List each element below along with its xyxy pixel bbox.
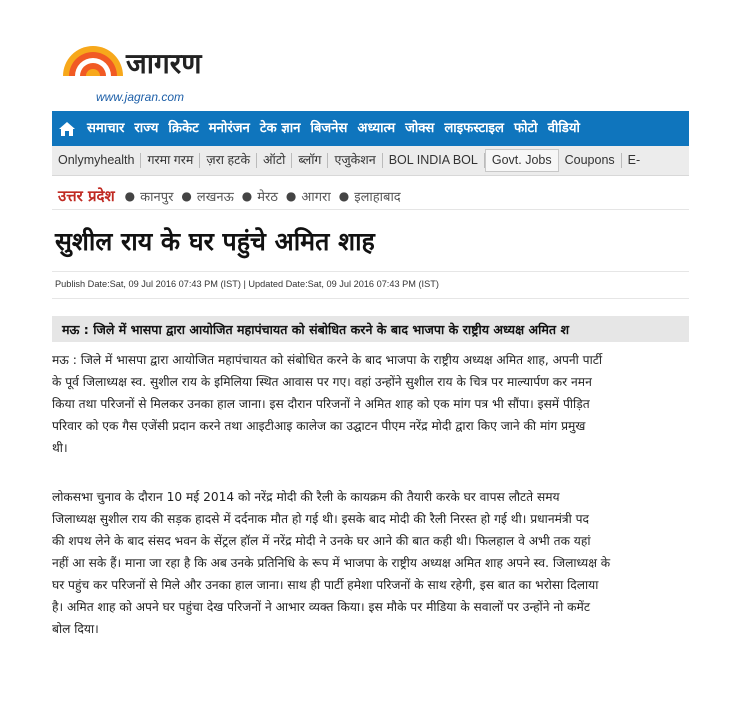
sun-logo-icon [60, 40, 126, 80]
nav-item-photo[interactable]: फोटो [513, 121, 538, 136]
home-icon [58, 121, 76, 137]
logo-wordmark: जागरण [126, 47, 202, 80]
paragraph-line: बोल दिया। [52, 622, 99, 636]
subnav-item-education[interactable]: एजुकेशन [328, 153, 382, 168]
article-paragraph-2 [52, 486, 694, 640]
jagran-logo[interactable] [60, 40, 260, 110]
article-dates: Publish Date:Sat, 09 Jul 2016 07:43 PM (IST) | Updated Date:Sat, 09 Jul 2016 07:43 PM (IST) [55, 279, 439, 289]
paragraph-line: थी। [52, 441, 68, 455]
nav-item-lifestyle[interactable]: लाइफस्टाइल [444, 121, 504, 136]
nav-item-video[interactable]: वीडियो [547, 121, 580, 136]
nav-item-states[interactable]: राज्य [134, 121, 159, 136]
paragraph-line: किया तथा परिजनों से मिलकर उनका हाल जाना। इस दौरान परिजनों ने अमित शाह को एक मांग पत्र भी सौंपा। इसमें पीड़ित [52, 397, 590, 411]
paragraph-line: लोकसभा चुनाव के दौरान 10 मई 2014 को नरेंद्र मोदी की रैली के कायक्रम की तैयारी करके घर वापस लौटते समय [52, 490, 560, 504]
sub-nav [52, 146, 689, 176]
divider [52, 271, 689, 272]
nav-item-entertainment[interactable]: मनोरंजन [208, 121, 250, 136]
nav-item-spirituality[interactable]: अध्यात्म [357, 121, 396, 136]
bullet-icon: ● [285, 189, 297, 203]
subnav-item-zara-hatke[interactable]: ज़रा हटके [200, 153, 257, 168]
article-paragraph-1 [52, 349, 694, 459]
subnav-item-garma-garam[interactable]: गरमा गरम [141, 153, 200, 168]
nav-item-tech[interactable]: टेक ज्ञान [259, 121, 301, 136]
main-nav [52, 111, 689, 146]
nav-home[interactable] [52, 111, 82, 146]
breadcrumb [52, 183, 689, 210]
article-title: सुशील राय के घर पहुंचे अमित शाह [55, 227, 375, 256]
bullet-icon: ● [124, 189, 136, 203]
bullet-icon: ● [338, 189, 350, 203]
paragraph-line: के पूर्व जिलाध्यक्ष स्व. सुशील राय के इमिलिया स्थित आवास पर गए। वहां उन्होंने सुशील राय के चित्र पर माल्यार्पण कर नमन [52, 375, 592, 389]
paragraph-line: नहीं आ सके हैं। माना जा रहा है कि अब उनके प्रतिनिधि के रूप में भाजपा के राष्ट्रीय अध्यक्ष अमित शाह अपने स्व. जिलाध्यक्ष के [52, 556, 611, 570]
breadcrumb-city-meerut[interactable]: मेरठ [257, 190, 278, 205]
subnav-item-onlymyhealth[interactable]: Onlymyhealth [52, 153, 141, 168]
breadcrumb-city-kanpur[interactable]: कानपुर [140, 190, 174, 205]
article-summary-text: मऊ : जिले में भासपा द्वारा आयोजित महापंचायत को संबोधित करने के बाद भाजपा के राष्ट्रीय अध्यक्ष अमित श [62, 322, 570, 337]
subnav-item-epaper[interactable]: E- [627, 153, 641, 167]
paragraph-line: मऊ : जिले में भासपा द्वारा आयोजित महापंचायत को संबोधित करने के बाद भाजपा के राष्ट्रीय अध्यक्ष अमित शाह, अपनी पार्टी [52, 353, 603, 367]
nav-item-jokes[interactable]: जोक्स [405, 121, 435, 136]
bullet-icon: ● [241, 189, 253, 203]
paragraph-line: की शपथ लेने के बाद संसद भवन के सेंट्रल हॉल में नरेंद्र मोदी ने उनके घर आने की बात कही थी। फिलहाल वे अभी तक यहां [52, 534, 591, 548]
nav-item-cricket[interactable]: क्रिकेट [168, 121, 199, 136]
subnav-item-blog[interactable]: ब्लॉग [292, 153, 328, 168]
subnav-item-bol-india-bol[interactable]: BOL INDIA BOL [383, 153, 485, 168]
paragraph-line: घर पहुंच कर परिजनों से मिले और उनका हाल जाना। साथ ही पार्टी हमेशा परिजनों के साथ रहेगी, इस बात का भरोसा दिलाया [52, 578, 599, 592]
paragraph-line: जिलाध्यक्ष सुशील राय की सड़क हादसे में दर्दनाक मौत हो गई थी। इसके बाद मोदी की रैली निरस्त हो गई थी। प्रधानमंत्री पद [52, 512, 590, 526]
paragraph-line: है। अमित शाह को अपने घर पहुंचा देख परिजनों ने आभार व्यक्त किया। इस मौके पर मीडिया के सवालों पर उन्होंने नो कमेंट [52, 600, 590, 614]
site-url[interactable]: www.jagran.com [96, 90, 185, 104]
bullet-icon: ● [181, 189, 192, 203]
breadcrumb-city-agra[interactable]: आगरा [301, 190, 331, 205]
breadcrumb-city-lucknow[interactable]: लखनऊ [196, 190, 234, 205]
subnav-item-govt-jobs[interactable]: Govt. Jobs [485, 149, 559, 172]
nav-item-news[interactable]: समाचार [87, 121, 125, 136]
breadcrumb-state[interactable]: उत्तर प्रदेश [58, 187, 115, 205]
divider [52, 298, 689, 299]
paragraph-line: परिवार को एक गैस एजेंसी प्रदान करने तथा आइटीआइ कालेज का उद्घाटन पीएम नरेंद्र मोदी द्वारा किए जाने की मांग प्रमुख [52, 419, 586, 433]
subnav-item-auto[interactable]: ऑटो [257, 153, 292, 168]
subnav-item-coupons[interactable]: Coupons [559, 153, 622, 168]
breadcrumb-city-allahabad[interactable]: इलाहाबाद [354, 190, 401, 205]
nav-item-business[interactable]: बिजनेस [310, 121, 348, 136]
article-summary [52, 316, 689, 342]
